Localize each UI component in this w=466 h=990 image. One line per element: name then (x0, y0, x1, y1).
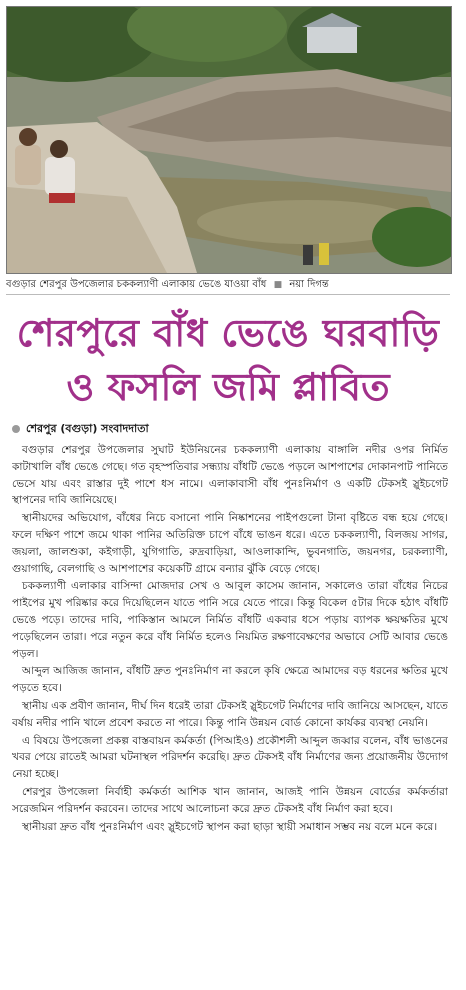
paragraph: স্থানীয়রা দ্রুত বাঁধ পুনঃনির্মাণ এবং স্লুইচগেট স্থাপন করা ছাড়া স্থায়ী সমাধান সম্ভব নয় বলে মনে করে। (22, 820, 438, 833)
paragraph: আব্দুল আজিজ জানান, বাঁধটি দ্রুত পুনঃনির্মাণ না করলে কৃষি ক্ষেত্রে আমাদের বড় ধরনের ক্ষতির মুখে পড়তে হবে। (12, 665, 448, 695)
article-body (12, 442, 448, 982)
paragraph: এ বিষয়ে উপজেলা প্রকল্প বাস্তবায়ন কর্মকর্তা (পিআইও) প্রকৌশলী আব্দুল জব্বার বলেন, বাঁধ ভাঙনের খবর পেয়ে রাতেই আমরা ঘটনাস্থল পরিদর্শন করেছি। দ্রুত টেকসই বাঁধ নির্মাণের জন্য প্রয়োজনীয় উদ্যোগ নেয়া হচ্ছে। (12, 734, 448, 781)
square-icon: ■ (273, 280, 283, 290)
headline-line-1: শেরপুরে বাঁধ ভেঙে ঘরবাড়ি (16, 311, 440, 355)
paragraph: শেরপুর উপজেলা নির্বাহী কর্মকর্তা আশিক খান জানান, আজই পানি উন্নয়ন বোর্ডের কর্মকর্তারা সরেজমিন পরিদর্শন করবেন। তাদের সাথে আলোচনা করে দ্রুত টেকসই বাঁধ নির্মাণ করা হবে। (12, 785, 448, 815)
photo-caption (6, 276, 450, 295)
paragraph: চককল্যাণী এলাকার বাসিন্দা মোজদার সেখ ও আবুল কাসেম জানান, সকালেও তারা বাঁধের নিচের পাইপের মুখ পরিষ্কার করে দিয়েছিলেন যাতে পানি সরে যেতে পারে। কিন্তু বিকেল ৫টার দিকে হঠাৎ বাঁধটি ভেঙে পড়ে। তাদের দাবি, পাকিস্তান আমলে নির্মিত বাঁধটি একবার ধসে পড়ায় ব্যাপক ক্ষয়ক্ষতির মুখে পড়েছিলেন তারা। পরে নতুন করে বাঁধ নির্মিত হলেও নিয়মিত রক্ষণাবেক্ষণের অভাবে সেটি আবার ভেঙে পড়ল। (12, 580, 448, 660)
caption-text: বগুড়ার শেরপুর উপজেলার চককল্যাণী এলাকায় ভেঙে যাওয়া বাঁধ (6, 279, 267, 290)
paragraph: স্থানীয়দের অভিযোগ, বাঁধের নিচে বসানো পানি নিষ্কাশনের পাইপগুলো টানা বৃষ্টিতে বন্ধ হয়ে গেছে। ফলে দক্ষিণ পাশে জমে থাকা পানির অতিরিক্ত চাপে বাঁধে ভাঙন ধরে। এতে চককল্যাণী, বিলজয় সাগর, জয়লা, জালশুকা, কইগাড়ী, যুগিগাতি, রুদ্রবাড়িয়া, আওলাকান্দি, ভুবনগাতি, জয়নগর, চরকল্যাণী, গুয়াগাছি, বেলগাছি ও আশপাশের কয়েকটি গ্রামে বন্যার ঝুঁকি বেড়ে গেছে। (12, 512, 448, 575)
headline (8, 306, 448, 414)
paragraph: বগুড়ার শেরপুর উপজেলার সুঘাট ইউনিয়নের চককল্যাণী এলাকায় বাঙ্গালি নদীর ওপর নির্মিত কাটাখালি বাঁধ ভেঙে গেছে। গত বৃহস্পতিবার সন্ধ্যায় বাঁধটি ভেঙে পড়লে আশপাশের দোকানপাট পানিতে ভেসে যায় এবং রাস্তার দুই পাশে ধস নামে। এলাকাবাসী বাঁধ পুনঃনির্মাণ ও একটি টেকসই স্লুইচগেট স্থাপনের দাবি জানিয়েছে। (12, 444, 448, 507)
byline-text: শেরপুর (বগুড়া) সংবাদদাতা (26, 422, 149, 435)
byline (12, 420, 442, 438)
headline-line-2: ও ফসলি জমি প্লাবিত (66, 365, 390, 409)
paragraph: স্থানীয় এক প্রবীণ জানান, দীর্ঘ দিন ধরেই তারা টেকসই স্লুইচগেট নির্মাণের দাবি জানিয়ে আসছেন, যাতে বর্ষায় নদীর পানি খালে প্রবেশ করতে না পারে। কিন্তু পানি উন্নয়ন বোর্ড কোনো কার্যকর ব্যবস্থা নেয়নি। (12, 699, 448, 729)
news-photo (6, 6, 452, 274)
caption-source: নয়া দিগন্ত (289, 279, 329, 290)
bullet-icon (12, 425, 20, 433)
